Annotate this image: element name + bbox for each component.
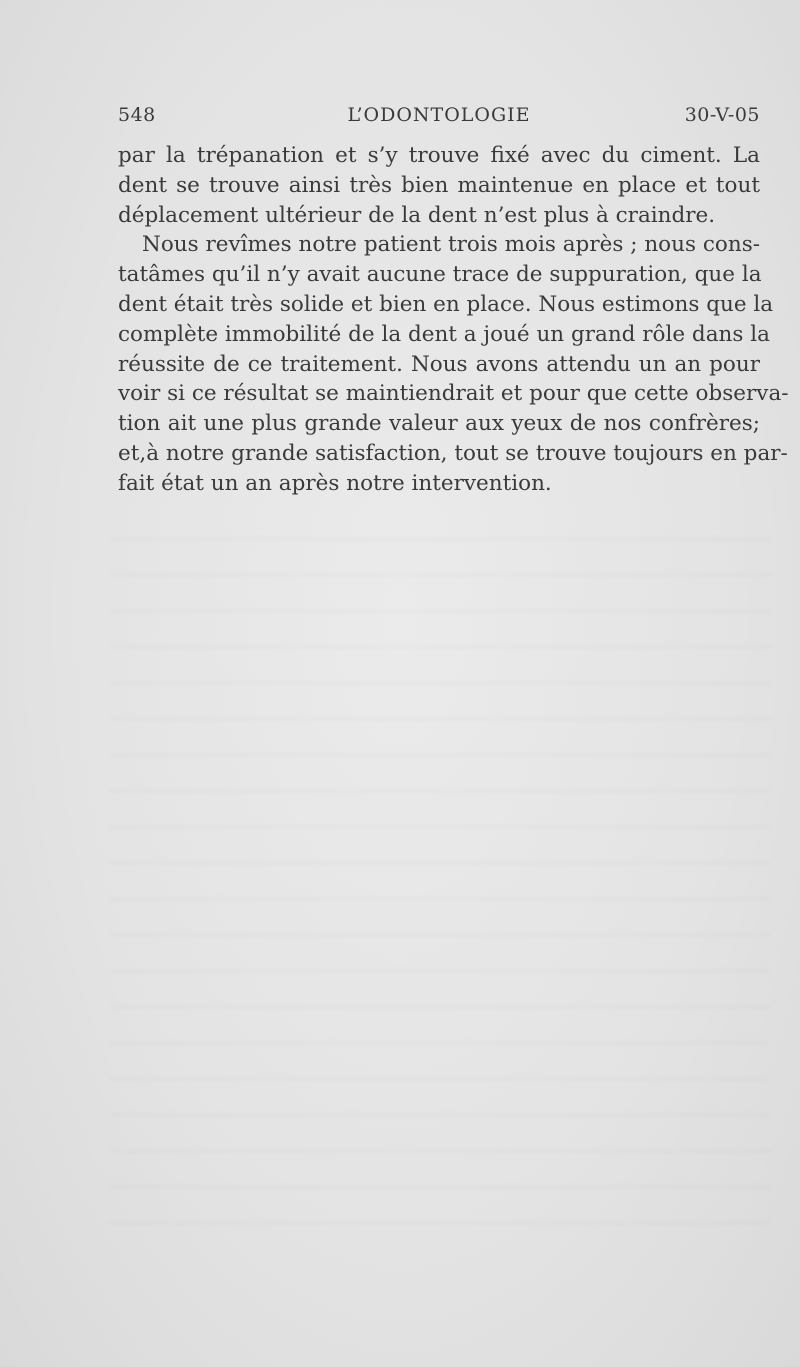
- text-line: Nous revîmes notre patient trois mois après ; nous cons-: [142, 232, 760, 258]
- body-text: [118, 141, 789, 499]
- show-through-texture: [110, 520, 770, 1240]
- running-title: L’ODONTOLOGIE: [347, 104, 531, 126]
- text-line: par la trépanation et s’y trouve fixé avec du ciment. La: [118, 143, 760, 168]
- text-line: dent était très solide et bien en place. Nous estimons que la: [118, 291, 774, 317]
- text-line: réussite de ce traitement. Nous avons attendu un an pour: [118, 351, 760, 377]
- page-number: 548: [118, 104, 156, 126]
- text-line: déplacement ultérieur de la dent n’est plus à craindre.: [118, 202, 716, 228]
- text-line: voir si ce résultat se maintiendrait et pour que cette observa-: [118, 381, 789, 407]
- text-line: fait état un an après notre intervention.: [118, 470, 552, 496]
- issue-date: 30-V-05: [684, 104, 760, 126]
- text-line: dent se trouve ainsi très bien maintenue en place et tout: [118, 172, 760, 198]
- text-line: complète immobilité de la dent a joué un grand rôle dans la: [118, 321, 770, 347]
- running-header: [118, 104, 760, 132]
- text-line: tion ait une plus grande valeur aux yeux de nos confrères;: [118, 411, 760, 437]
- text-line: tatâmes qu’il n’y avait aucune trace de suppuration, que la: [118, 262, 762, 288]
- text-line: et,à notre grande satisfaction, tout se trouve toujours en par-: [118, 440, 788, 466]
